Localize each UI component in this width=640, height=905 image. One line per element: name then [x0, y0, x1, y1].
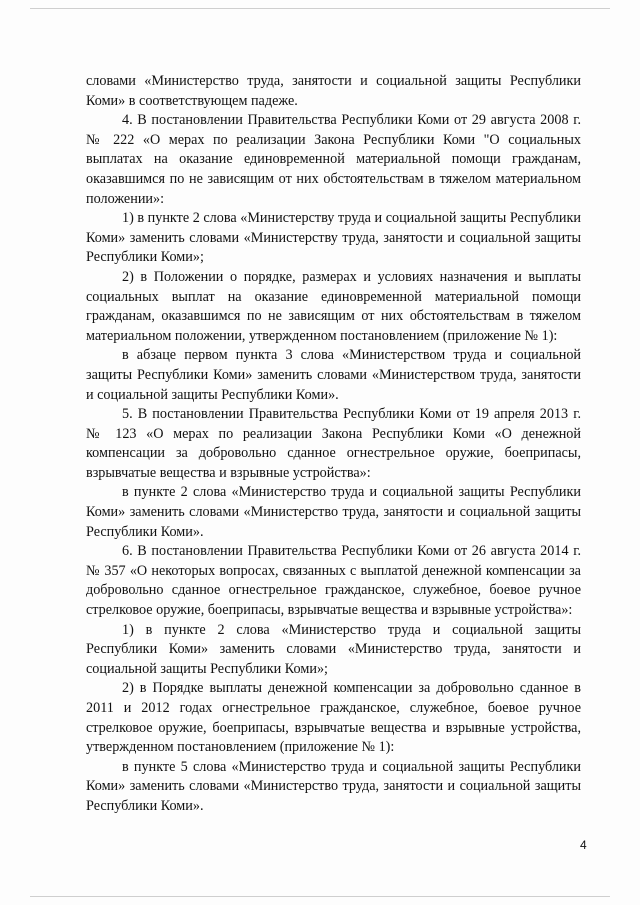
paragraph: словами «Министерство труда, занятости и социальной защиты Республики Коми» в соответствующем падеже. [86, 73, 581, 109]
paragraph: 6. В постановлении Правительства Республики Коми от 26 августа 2014 г. № 357 «О некоторых вопросах, связанных с выплатой денежной компенсации за добровольно сданное огнестрельное гражданское, служебное, боевое ручное стрелковое оружие, боеприпасы, взрывчатые вещества и взрывные устройства»: [86, 543, 581, 619]
paragraph: 2) в Положении о порядке, размерах и условиях назначения и выплаты социальных выплат на оказание единовременной материальной помощи гражданам, оказавшимся по не зависящим от них обстоятельствам в тяжелом материальном положении, утвержденном постановлением (приложение № 1): [86, 268, 581, 344]
scan-edge-bottom [30, 896, 610, 897]
paragraph: 2) в Порядке выплаты денежной компенсации за добровольно сданное в 2011 и 2012 годах огнестрельное гражданское, служебное, боевое ручное стрелковое оружие, боеприпасы, взрывчатые вещества и взрывные устройства, утвержденном постановлением (приложение № 1): [86, 680, 581, 756]
paragraph: в пункте 5 слова «Министерство труда и социальной защиты Республики Коми» заменить словами «Министерство труда, занятости и социальной защиты Республики Коми». [86, 758, 581, 814]
paragraph: 1) в пункте 2 слова «Министерству труда и социальной защиты Республики Коми» заменить словами «Министерству труда, занятости и социальной защиты Республики Коми»; [86, 210, 581, 266]
paragraph: 4. В постановлении Правительства Республики Коми от 29 августа 2008 г. № 222 «О мерах по реализации Закона Республики Коми "О социальных выплатах на оказание единовременной материальной помощи гражданам, оказавшимся по не зависящим от них обстоятельствам в тяжелом материальном положении»: [86, 112, 581, 207]
paragraph: в пункте 2 слова «Министерство труда и социальной защиты Республики Коми» заменить словами «Министерство труда, занятости и социальной защиты Республики Коми». [86, 484, 581, 540]
page-number: 4 [580, 838, 587, 852]
scan-edge-top [30, 8, 610, 9]
paragraph: 1) в пункте 2 слова «Министерство труда и социальной защиты Республики Коми» заменить словами «Министерство труда, занятости и социальной защиты Республики Коми»; [86, 621, 581, 677]
paragraph: в абзаце первом пункта 3 слова «Министерством труда и социальной защиты Республики Коми» заменить словами «Министерством труда, занятости и социальной защиты Республики Коми». [86, 347, 581, 403]
paragraph: 5. В постановлении Правительства Республики Коми от 19 апреля 2013 г. № 123 «О мерах по реализации Закона Республики Коми «О денежной компенсации за добровольно сданное огнестрельное оружие, боеприпасы, взрывчатые вещества и взрывные устройства»: [86, 406, 581, 481]
document-body [86, 72, 581, 817]
